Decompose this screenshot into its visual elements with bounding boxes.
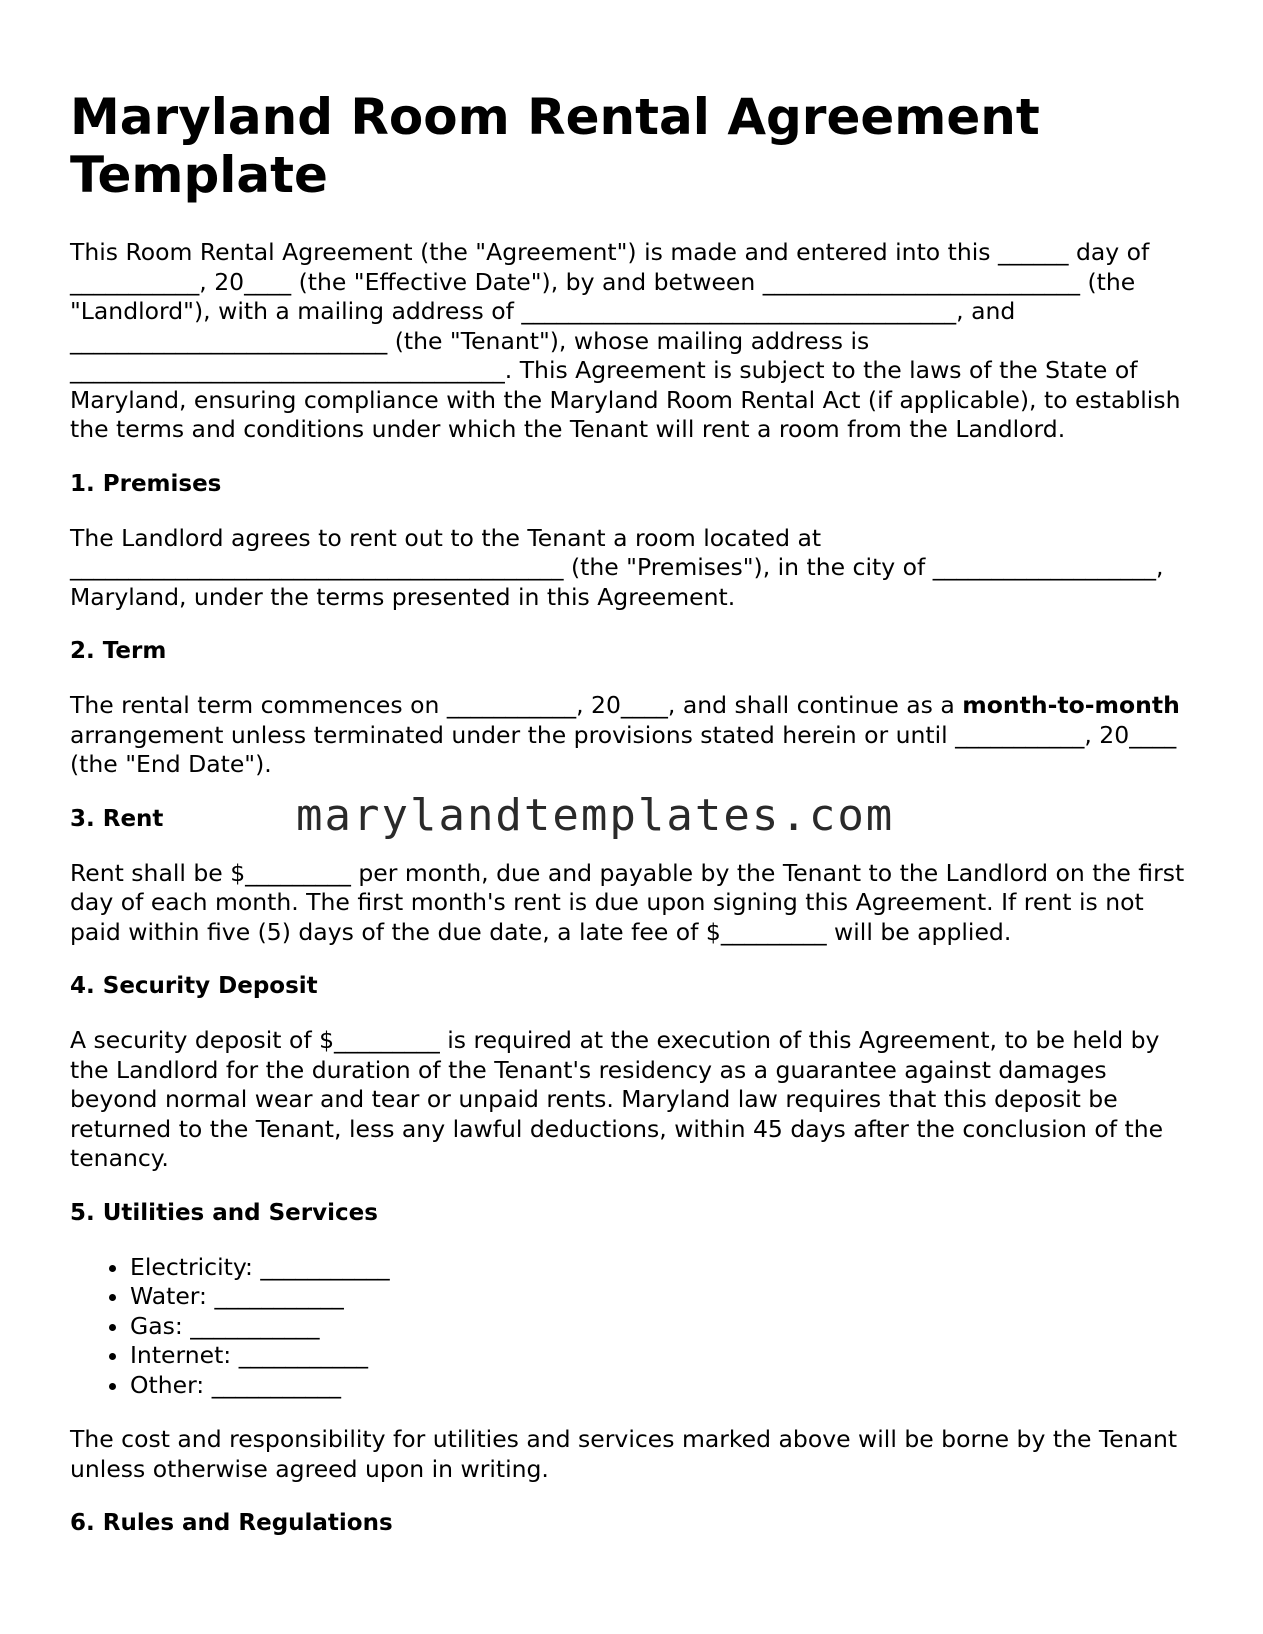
intro-paragraph: This Room Rental Agreement (the "Agreement") is made and entered into this ______ day of ___________, 20____ (the "Effective Date"), by and between ___________________________ (the "Landlord"), with a mailing address of _____________________________________, and ___________________________ (the "Tenant"), whose mailing address is _____________________________________. This Agreement is subject to the laws of the State of Maryland, ensuring compliance with the Maryland Room Rental Act (if applicable), to establish the terms and conditions under which the Tenant will rent a room from the Landlord. [70,238,1181,443]
rent-paragraph: Rent shall be $_________ per month, due and payable by the Tenant to the Landlord on the first day of each month. The first month's rent is due upon signing this Agreement. If rent is not paid within five (5) days of the due date, a late fee of $_________ will be applied. [70,858,1185,946]
list-item: • Other: ___________ [130,1371,1190,1401]
section-heading-rules: 6. Rules and Regulations [70,1510,393,1536]
term-paragraph [70,691,1190,780]
deposit-paragraph: A security deposit of $_________ is required at the execution of this Agreement, to be held by the Landlord for the duration of the Tenant's residency as a guarantee against damages beyond normal wear and tear or unpaid rents. Maryland law requires that this deposit be returned to the Tenant, less any lawful deductions, within 45 days after the conclusion of the tenancy. [70,1026,1164,1172]
watermark-text: marylandtemplates.com [296,790,895,841]
term-text-start: The rental term commences on ___________, 20____, and shall continue as a [70,691,963,719]
list-item: • Electricity: ___________ [130,1253,1190,1283]
term-text-bold: month-to-month [962,691,1180,719]
utilities-paragraph: The cost and responsibility for utilities and services marked above will be borne by the Tenant unless otherwise agreed upon in writing. [70,1425,1178,1483]
section-heading-premises: 1. Premises [70,470,222,497]
premises-paragraph: The Landlord agrees to rent out to the Tenant a room located at __________________________________________ (the "Premises"), in the city of ___________________, Maryland, under the terms presented in this Agreement. [70,523,1164,611]
term-text-end: arrangement unless terminated under the provisions stated herein or until ___________, 20____ (the "End Date"). [70,720,1177,778]
list-item: • Water: ___________ [130,1282,1190,1312]
section-heading-term: 2. Term [70,638,167,664]
utilities-list [70,1253,1190,1401]
page-title: Maryland Room Rental Agreement Template [70,88,1040,204]
section-heading-rent: 3. Rent [70,805,164,832]
section-heading-utilities: 5. Utilities and Services [70,1199,378,1226]
list-item: • Internet: ___________ [130,1341,1190,1371]
section-heading-deposit: 4. Security Deposit [70,973,318,999]
list-item: • Gas: ___________ [130,1312,1190,1342]
